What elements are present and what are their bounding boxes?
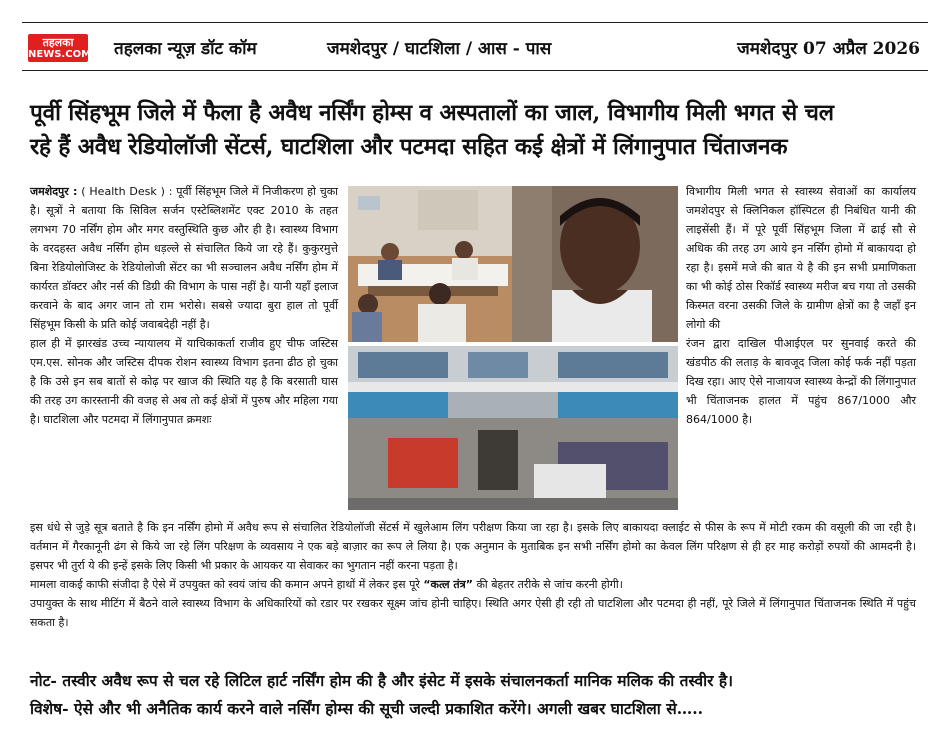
nursing-home-building-photo	[348, 346, 678, 510]
headline	[30, 96, 920, 164]
full-width-body	[30, 518, 916, 632]
headline-line-1: पूर्वी सिंहभूम जिले में फैला है अवैध नर्सिंग होम्स व अस्पतालों का जाल, विभागीय मिली भगत से चल	[30, 100, 834, 126]
site-logo[interactable]	[28, 34, 92, 62]
masthead-bottom-rule	[22, 70, 928, 71]
quoted-term: “कत्ल तंत्र”	[423, 578, 473, 591]
photo-note: नोट- तस्वीर अवैध रूप से चल रहे लिटिल हार्ट नर्सिंग होम की है और इंसेट में इसके संचालनकर्ता मानिक मलिक की तस्वीर है।	[30, 671, 733, 690]
left-paragraph-2: हाल ही में झारखंड उच्च न्यायालय में याचिकाकर्ता राजीव हुए चीफ जस्टिस एम.एस. सोनक और जस्टिस दीपक रोशन स्वास्थ्य विभाग इतना ढीठ हो चुका है कि उसे इन सब बातों से कोढ़ पर खाज की स्थिति यह है कि बरसाती घास की तरह उग कारस्तानी की वजह से अब तो कई क्षेत्रों में पुरुष और महिला गया है। घाटशिला और पटमदा में लिंगानुपात क्रमशः	[30, 337, 338, 426]
left-paragraph-1	[30, 182, 338, 334]
headline-line-2: रहे हैं अवैध रेडियोलॉजी सेंटर्स, घाटशिला और पटमदा सहित कई क्षेत्रों में लिंगानुपात चिंताजनक	[30, 134, 788, 160]
right-paragraph-1: विभागीय मिली भगत से स्वास्थ्य सेवाओं का कार्यालय जमशेदपुर से क्लिनिकल हॉस्पिटल ही निबंधित यानी की लाइसेंसी हैं। में पूरे पूर्वी सिंहभूम जिला में ढाई सौ से अधिक की तरह उग आये इन नर्सिंग होमो में बाकायदा हो रहा है। इसमें मजे की बात ये है की इन सभी प्रमाणिकता का भी कोई ठोस रिकॉर्ड स्वास्थ्य मरीज बच गया तो उसकी किस्मत वरना उसकी जिले के ग्रामीण क्षेत्रों का है जहाँ इन लोगो की	[686, 185, 916, 331]
full-paragraph-2-end: की बेहतर तरीके से जांच करनी होगी।	[472, 578, 623, 591]
inset-portrait-photo	[512, 186, 678, 342]
special-note: विशेष- ऐसे और भी अनैतिक कार्य करने वाले नर्सिंग होम्स की सूची जल्दी प्रकाशित करेंगे। अगली खबर घाटशिला से…..	[30, 699, 703, 718]
meeting-photo-art	[348, 186, 512, 342]
meeting-photo	[348, 186, 512, 342]
left-column	[30, 182, 338, 429]
logo-text-bottom: NEWS.COM	[28, 49, 92, 60]
inset-portrait-art	[512, 186, 678, 342]
section-label: जमशेदपुर / घाटशिला / आस - पास	[327, 39, 552, 59]
right-column	[686, 182, 916, 429]
full-paragraph-3: उपायुक्त के साथ मीटिंग में बैठने वाले स्वास्थ्य विभाग के अधिकारियों को रडार पर रखकर सूक्ष्म जांच होनी चाहिए। स्थिति अगर ऐसी ही रही तो घाटशिला और पटमदा ही नहीं, पूरे जिले में लिंगानुपात चिंताजनक स्थिति में पहुंच सकता है।	[30, 597, 916, 629]
right-paragraph-2: रंजन द्वारा दाखिल पीआईएल पर सुनवाई करते की खंडपीठ की लताड़ के बावजूद जिला कोई फर्क नहीं पड़ता दिख रहा। आए ऐसे नाजायज स्वास्थ्य केन्द्रों की लिंगानुपात भी चिंताजनक हालत में पहुंच 867/1000 और 864/1000 है।	[686, 337, 916, 426]
full-paragraph-2-start: मामला वाकई काफी संजीदा है ऐसे में उपयुक्त को स्वयं जांच की कमान अपने हाथों में लेकर इस पूरे	[30, 578, 424, 591]
logo-text-top: तहलका	[42, 36, 74, 49]
nursing-home-building-art	[348, 346, 678, 510]
masthead	[22, 22, 928, 68]
full-paragraph-2	[30, 575, 916, 594]
full-paragraph-1: इस धंधे से जुड़े सूत्र बताते है कि इन नर्सिंग होमो में अवैध रूप से संचालित रेडियोलॉजी सेंटर्स में खुलेआम लिंग परीक्षण किया जा रहा है। इसके लिए बाकायदा क्लाईट से फीस के रूप में मोटी रकम की वसूली की जा रही है। वर्तमान में गैरकानूनी ढंग से किये जा रहे लिंग परिक्षण के व्यवसाय ने एक बड़े बाज़ार का रूप ले लिया है। एक अनुमान के मुताबिक इन सभी नर्सिंग होमो का केवल लिंग परिक्षण से ही हर माह करोड़ों रुपयों की आमदनी है। इसपर भी तुर्रा ये की इन्हें इसके लिए किसी भी प्रकार के आयकर या सेवाकर का भुगतान नहीं करना पड़ता है।	[30, 521, 916, 572]
site-name: तहलका न्यूज़ डॉट कॉम	[114, 39, 257, 59]
lead-label: जमशेदपुर :	[30, 185, 78, 198]
dateline: जमशेदपुर 07 अप्रैल 2026	[737, 39, 920, 59]
left-paragraph-1-text: ( Health Desk ) : पूर्वी सिंहभूम जिले में निजीकरण हो चुका है। सूत्रों ने बताया कि सिविल सर्जन एस्टेब्लिशमेंट एक्ट 2010 के तहत लगभग 70 नर्सिंग होम और मगर वस्तुस्थिति कुछ और ही है। स्वास्थ्य विभाग के वरदहस्त अवैध नर्सिंग होम धड़ल्ले से संचालित किये जा रहे हैं। कुकुरमुत्ते बिना रेडियोलोजिस्ट के रेडियोलोजी सेंटर का भी सञ्चालन अवैध नर्सिंग होम में कार्यरत डॉक्टर और नर्स की डिग्री की विभाग के पास नहीं है। यानी यहाँ इलाज करवाने के बाद अगर जान तो राम भरोसे। सबसे ज्यादा बुरा हाल तो पूर्वी सिंहभूम किसी के प्रति कोई जवाबदेही नहीं है।	[30, 185, 338, 331]
